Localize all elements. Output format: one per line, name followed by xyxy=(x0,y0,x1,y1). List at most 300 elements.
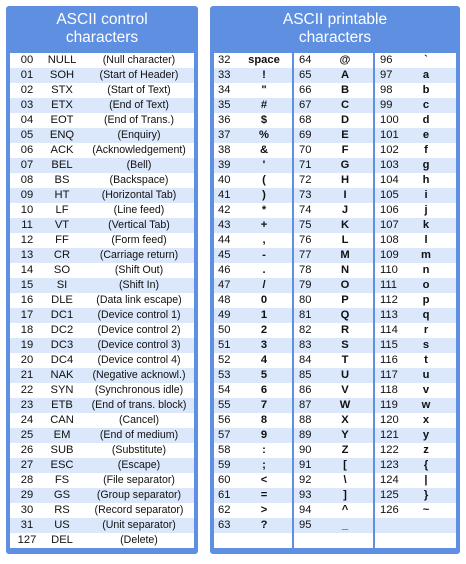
decimal-code: 111 xyxy=(380,279,398,291)
abbreviation: SOH xyxy=(49,69,75,81)
character-glyph: 0 xyxy=(260,294,268,306)
character-glyph: V xyxy=(341,384,349,396)
abbreviation: LF xyxy=(55,204,69,216)
character-glyph: m xyxy=(421,249,431,261)
abbreviation: ETX xyxy=(51,99,73,111)
decimal-code: 112 xyxy=(380,294,398,306)
description: (End of Trans.) xyxy=(103,114,175,126)
decimal-code: 94 xyxy=(299,504,312,516)
decimal-code: 42 xyxy=(218,204,231,216)
decimal-code: 58 xyxy=(218,444,231,456)
character-glyph: > xyxy=(260,504,268,516)
abbreviation: DC2 xyxy=(50,324,74,336)
abbreviation: BS xyxy=(54,174,70,186)
decimal-code: 62 xyxy=(218,504,231,516)
decimal-code: 20 xyxy=(20,354,34,366)
decimal-code: 76 xyxy=(299,234,312,246)
abbreviation: DLE xyxy=(51,294,73,306)
decimal-code: 15 xyxy=(20,279,34,291)
decimal-code: 08 xyxy=(20,174,34,186)
decimal-code: 50 xyxy=(218,324,231,336)
decimal-code: 126 xyxy=(380,504,399,516)
description: (End of medium) xyxy=(99,429,179,441)
abbreviation: DEL xyxy=(51,534,73,546)
character-glyph: 2 xyxy=(260,324,268,336)
decimal-code: 11 xyxy=(21,219,33,231)
description: (Device control 1) xyxy=(97,309,181,321)
abbreviation: DC4 xyxy=(50,354,74,366)
table-row xyxy=(10,83,194,98)
decimal-code: 90 xyxy=(299,444,312,456)
decimal-code: 121 xyxy=(380,429,399,441)
decimal-code: 123 xyxy=(380,459,399,471)
decimal-code: 102 xyxy=(380,144,399,156)
abbreviation: GS xyxy=(53,489,71,501)
decimal-code: 100 xyxy=(380,114,399,126)
decimal-code: 22 xyxy=(20,384,34,396)
table-row xyxy=(10,353,194,368)
character-glyph: ) xyxy=(262,189,266,201)
table-row xyxy=(10,428,194,443)
character-glyph: s xyxy=(422,339,430,351)
character-glyph: n xyxy=(422,264,430,276)
decimal-code: 16 xyxy=(20,294,34,306)
character-glyph: e xyxy=(422,129,430,141)
character-glyph: P xyxy=(341,294,349,306)
decimal-code: 17 xyxy=(20,309,34,321)
decimal-code: 57 xyxy=(218,429,231,441)
table-row xyxy=(10,173,194,188)
decimal-code: 54 xyxy=(218,384,231,396)
table-row xyxy=(214,293,456,308)
abbreviation: EM xyxy=(53,429,71,441)
character-glyph: < xyxy=(260,474,268,486)
decimal-code: 24 xyxy=(20,414,34,426)
description: (Form feed) xyxy=(111,234,167,246)
decimal-code: 48 xyxy=(218,294,231,306)
description: (Group separator) xyxy=(96,489,182,501)
description: (Delete) xyxy=(120,534,158,546)
decimal-code: 93 xyxy=(299,489,312,501)
decimal-code: 104 xyxy=(380,174,399,186)
table-row xyxy=(214,188,456,203)
abbreviation: ACK xyxy=(50,144,74,156)
decimal-code: 53 xyxy=(218,369,231,381)
decimal-code: 78 xyxy=(299,264,312,276)
decimal-code: 122 xyxy=(380,444,399,456)
character-glyph: F xyxy=(341,144,349,156)
decimal-code: 14 xyxy=(20,264,34,276)
decimal-code: 92 xyxy=(299,474,312,486)
character-glyph: t xyxy=(424,354,428,366)
description: (Escape) xyxy=(117,459,161,471)
character-glyph: j xyxy=(424,204,428,216)
decimal-code: 125 xyxy=(380,489,399,501)
decimal-code: 13 xyxy=(20,249,34,261)
table-row xyxy=(10,158,194,173)
abbreviation: US xyxy=(54,519,70,531)
table-row xyxy=(214,173,456,188)
description: (Line feed) xyxy=(113,204,165,216)
decimal-code: 107 xyxy=(380,219,399,231)
control-title-line2: characters xyxy=(65,29,139,46)
table-row xyxy=(214,353,456,368)
abbreviation: VT xyxy=(54,219,70,231)
decimal-code: 47 xyxy=(218,279,231,291)
character-glyph: H xyxy=(340,174,350,186)
decimal-code: 46 xyxy=(218,264,231,276)
table-row xyxy=(214,368,456,383)
character-glyph: " xyxy=(261,84,267,96)
decimal-code: 103 xyxy=(380,159,399,171)
decimal-code: 00 xyxy=(20,54,34,66)
character-glyph: Q xyxy=(340,309,350,321)
character-glyph: k xyxy=(422,219,430,231)
decimal-code: 45 xyxy=(218,249,231,261)
decimal-code: 28 xyxy=(20,474,34,486)
decimal-code: 79 xyxy=(299,279,312,291)
decimal-code: 21 xyxy=(20,369,34,381)
decimal-code: 12 xyxy=(20,234,34,246)
character-glyph: Y xyxy=(341,429,349,441)
character-glyph: _ xyxy=(341,519,349,531)
decimal-code: 110 xyxy=(380,264,398,276)
table-row xyxy=(214,143,456,158)
table-row xyxy=(10,248,194,263)
abbreviation: ENQ xyxy=(49,129,75,141)
table-row xyxy=(10,383,194,398)
decimal-code: 49 xyxy=(218,309,231,321)
decimal-code: 03 xyxy=(20,99,34,111)
column-divider xyxy=(373,53,375,548)
character-glyph: 8 xyxy=(260,414,268,426)
printable-title-line2: characters xyxy=(298,29,372,46)
character-glyph: 9 xyxy=(260,429,268,441)
decimal-code: 69 xyxy=(299,129,312,141)
table-row xyxy=(214,503,456,518)
description: (Acknowledgement) xyxy=(92,144,186,156)
decimal-code: 26 xyxy=(20,444,34,456)
decimal-code: 117 xyxy=(380,369,398,381)
table-row xyxy=(10,293,194,308)
character-glyph: R xyxy=(340,324,350,336)
description: (File separator) xyxy=(103,474,175,486)
character-glyph: B xyxy=(340,84,350,96)
description: (Data link escape) xyxy=(96,294,182,306)
decimal-code: 84 xyxy=(299,354,312,366)
printable-characters-table xyxy=(214,53,456,548)
character-glyph: { xyxy=(423,459,429,471)
table-row xyxy=(10,503,194,518)
decimal-code: 06 xyxy=(20,144,34,156)
decimal-code: 39 xyxy=(218,159,231,171)
character-glyph: x xyxy=(422,414,430,426)
character-glyph: / xyxy=(262,279,266,291)
decimal-code: 70 xyxy=(299,144,312,156)
decimal-code: 109 xyxy=(380,249,399,261)
decimal-code: 72 xyxy=(299,174,312,186)
character-glyph: o xyxy=(422,279,430,291)
abbreviation: RS xyxy=(54,504,70,516)
character-glyph: space xyxy=(248,54,280,66)
table-row xyxy=(214,263,456,278)
decimal-code: 63 xyxy=(218,519,231,531)
character-glyph: . xyxy=(262,264,266,276)
character-glyph: 5 xyxy=(260,369,268,381)
character-glyph: D xyxy=(340,114,350,126)
table-row xyxy=(214,128,456,143)
abbreviation: FS xyxy=(54,474,70,486)
decimal-code: 04 xyxy=(20,114,34,126)
description: (Substitute) xyxy=(111,444,167,456)
table-row xyxy=(214,53,456,68)
decimal-code: 19 xyxy=(20,339,34,351)
abbreviation: ETB xyxy=(51,399,73,411)
decimal-code: 113 xyxy=(380,309,398,321)
table-row xyxy=(10,518,194,533)
decimal-code: 82 xyxy=(299,324,312,336)
table-row xyxy=(10,188,194,203)
character-glyph: u xyxy=(422,369,430,381)
table-row xyxy=(10,413,194,428)
abbreviation: SYN xyxy=(50,384,74,396)
character-glyph: X xyxy=(341,414,349,426)
character-glyph: q xyxy=(422,309,430,321)
character-glyph: d xyxy=(422,114,430,126)
decimal-code: 32 xyxy=(218,54,231,66)
description: (Device control 2) xyxy=(97,324,181,336)
decimal-code: 98 xyxy=(380,84,393,96)
character-glyph: 6 xyxy=(260,384,268,396)
character-glyph: $ xyxy=(260,114,268,126)
table-row xyxy=(214,383,456,398)
table-row xyxy=(10,473,194,488)
printable-characters-panel xyxy=(210,6,460,554)
decimal-code: 60 xyxy=(218,474,231,486)
decimal-code: 86 xyxy=(299,384,312,396)
decimal-code: 97 xyxy=(380,69,393,81)
description: (Horizontal Tab) xyxy=(101,189,177,201)
decimal-code: 64 xyxy=(299,54,312,66)
decimal-code: 44 xyxy=(218,234,231,246)
description: (Null character) xyxy=(102,54,176,66)
decimal-code: 127 xyxy=(17,534,37,546)
decimal-code: 68 xyxy=(299,114,312,126)
table-row xyxy=(214,398,456,413)
character-glyph: c xyxy=(422,99,430,111)
character-glyph: ! xyxy=(262,69,266,81)
character-glyph: ] xyxy=(343,489,347,501)
character-glyph: w xyxy=(421,399,431,411)
table-row xyxy=(214,248,456,263)
character-glyph: N xyxy=(340,264,350,276)
table-row xyxy=(214,473,456,488)
printable-panel-title xyxy=(210,6,460,52)
table-row xyxy=(10,203,194,218)
decimal-code: 73 xyxy=(299,189,312,201)
description: (Device control 3) xyxy=(97,339,181,351)
decimal-code: 61 xyxy=(218,489,231,501)
description: (Unit separator) xyxy=(102,519,176,531)
character-glyph: W xyxy=(339,399,351,411)
description: (Device control 4) xyxy=(97,354,181,366)
character-glyph: f xyxy=(424,144,428,156)
character-glyph: i xyxy=(424,189,428,201)
character-glyph: ( xyxy=(262,174,266,186)
decimal-code: 40 xyxy=(218,174,231,186)
table-row xyxy=(214,68,456,83)
table-row xyxy=(10,398,194,413)
character-glyph: M xyxy=(340,249,350,261)
description: (Shift In) xyxy=(118,279,160,291)
table-row xyxy=(10,113,194,128)
decimal-code: 09 xyxy=(20,189,34,201)
table-row xyxy=(10,458,194,473)
character-glyph: = xyxy=(260,489,268,501)
decimal-code: 75 xyxy=(299,219,312,231)
character-glyph: ' xyxy=(262,159,266,171)
character-glyph: ^ xyxy=(341,504,349,516)
description: (Start of Header) xyxy=(99,69,179,81)
description: (Vertical Tab) xyxy=(108,219,170,231)
abbreviation: EOT xyxy=(50,114,74,126)
decimal-code: 59 xyxy=(218,459,231,471)
character-glyph: v xyxy=(422,384,430,396)
table-row xyxy=(10,443,194,458)
character-glyph: ~ xyxy=(422,504,430,516)
control-panel-title xyxy=(6,6,198,52)
table-row xyxy=(10,488,194,503)
character-glyph: a xyxy=(422,69,430,81)
character-glyph: y xyxy=(422,429,430,441)
character-glyph: [ xyxy=(343,459,347,471)
table-row xyxy=(10,218,194,233)
character-glyph: } xyxy=(423,489,429,501)
character-glyph: : xyxy=(262,444,266,456)
character-glyph: J xyxy=(341,204,349,216)
description: (Carriage return) xyxy=(99,249,179,261)
character-glyph: l xyxy=(424,234,428,246)
decimal-code: 30 xyxy=(20,504,34,516)
description: (Start of Text) xyxy=(107,84,171,96)
table-row xyxy=(10,338,194,353)
decimal-code: 66 xyxy=(299,84,312,96)
decimal-code: 31 xyxy=(20,519,34,531)
table-row xyxy=(214,518,456,533)
table-row xyxy=(214,98,456,113)
table-row xyxy=(10,278,194,293)
control-title-line1: ASCII control xyxy=(56,11,148,28)
decimal-code: 36 xyxy=(218,114,231,126)
decimal-code: 91 xyxy=(299,459,312,471)
table-row xyxy=(214,488,456,503)
decimal-code: 124 xyxy=(380,474,399,486)
character-glyph: b xyxy=(422,84,430,96)
description: (Backspace) xyxy=(109,174,169,186)
character-glyph: @ xyxy=(339,54,351,66)
decimal-code: 18 xyxy=(20,324,34,336)
abbreviation: STX xyxy=(51,84,73,96)
character-glyph: G xyxy=(340,159,350,171)
decimal-code: 43 xyxy=(218,219,231,231)
decimal-code: 07 xyxy=(20,159,34,171)
table-row xyxy=(10,143,194,158)
table-row xyxy=(10,53,194,68)
character-glyph: , xyxy=(262,234,266,246)
decimal-code: 71 xyxy=(299,159,312,171)
decimal-code: 80 xyxy=(299,294,312,306)
table-row xyxy=(214,428,456,443)
decimal-code: 33 xyxy=(218,69,231,81)
character-glyph: | xyxy=(424,474,428,486)
character-glyph: T xyxy=(341,354,349,366)
character-glyph: L xyxy=(341,234,349,246)
description: (Negative acknowl.) xyxy=(92,369,186,381)
description: (End of Text) xyxy=(109,99,169,111)
decimal-code: 118 xyxy=(380,384,398,396)
table-row xyxy=(10,68,194,83)
character-glyph: g xyxy=(422,159,430,171)
character-glyph: O xyxy=(340,279,350,291)
character-glyph: E xyxy=(341,129,349,141)
decimal-code: 37 xyxy=(218,129,231,141)
decimal-code: 115 xyxy=(380,339,398,351)
character-glyph: r xyxy=(423,324,429,336)
table-row xyxy=(214,203,456,218)
character-glyph: S xyxy=(341,339,349,351)
character-glyph: ; xyxy=(262,459,266,471)
decimal-code: 34 xyxy=(218,84,231,96)
decimal-code: 116 xyxy=(380,354,398,366)
decimal-code: 52 xyxy=(218,354,231,366)
character-glyph: 1 xyxy=(260,309,268,321)
table-row xyxy=(10,263,194,278)
table-row xyxy=(214,278,456,293)
character-glyph: % xyxy=(259,129,269,141)
character-glyph: & xyxy=(259,144,269,156)
table-row xyxy=(214,308,456,323)
decimal-code: 96 xyxy=(380,54,393,66)
table-row xyxy=(10,323,194,338)
decimal-code: 88 xyxy=(299,414,312,426)
decimal-code: 106 xyxy=(380,204,399,216)
abbreviation: DC3 xyxy=(50,339,74,351)
table-row xyxy=(10,533,194,548)
abbreviation: HT xyxy=(54,189,70,201)
decimal-code: 35 xyxy=(218,99,231,111)
abbreviation: NULL xyxy=(47,54,77,66)
table-row xyxy=(10,233,194,248)
character-glyph: z xyxy=(423,444,429,456)
decimal-code: 10 xyxy=(20,204,34,216)
character-glyph: + xyxy=(260,219,268,231)
description: (End of trans. block) xyxy=(91,399,187,411)
table-row xyxy=(214,233,456,248)
decimal-code: 27 xyxy=(20,459,34,471)
decimal-code: 41 xyxy=(218,189,231,201)
table-row xyxy=(214,458,456,473)
control-characters-panel xyxy=(6,6,198,554)
character-glyph: 4 xyxy=(260,354,268,366)
decimal-code: 29 xyxy=(20,489,34,501)
table-row xyxy=(214,413,456,428)
decimal-code: 105 xyxy=(380,189,399,201)
decimal-code: 38 xyxy=(218,144,231,156)
character-glyph: U xyxy=(340,369,350,381)
abbreviation: FF xyxy=(55,234,69,246)
decimal-code: 01 xyxy=(20,69,34,81)
character-glyph: * xyxy=(261,204,267,216)
